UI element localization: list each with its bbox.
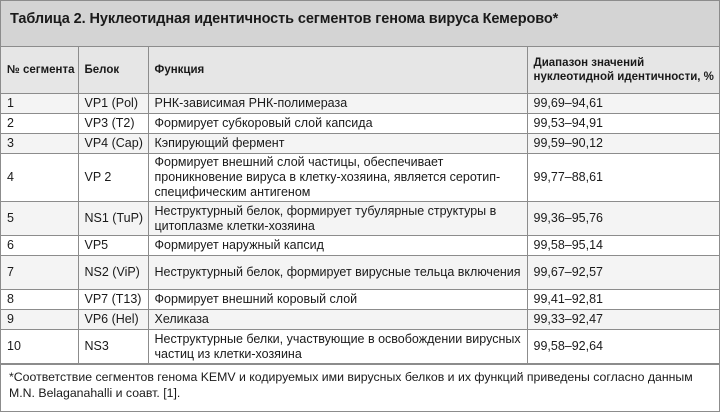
header-function: Функция <box>148 47 527 94</box>
cell-range: 99,58–92,64 <box>527 330 719 364</box>
cell-protein: VP1 (Pol) <box>78 94 148 114</box>
cell-function: Кэпирующий фермент <box>148 134 527 154</box>
cell-protein: NS2 (ViP) <box>78 256 148 290</box>
cell-range: 99,33–92,47 <box>527 310 719 330</box>
cell-protein: VP5 <box>78 236 148 256</box>
header-protein: Белок <box>78 47 148 94</box>
table-caption: Таблица 2. Нуклеотидная идентичность сегментов генома вируса Кемерово* <box>1 1 719 47</box>
cell-range: 99,59–90,12 <box>527 134 719 154</box>
cell-segment: 9 <box>1 310 78 330</box>
table-row <box>1 114 719 134</box>
table-footnote: *Соответствие сегментов генома KEMV и кодируемых ими вирусных белков и их функций приведены согласно данным M.N. Belaganahalli и соавт. [1]. <box>1 364 719 401</box>
cell-segment: 5 <box>1 202 78 236</box>
header-segment: № сегмента <box>1 47 78 94</box>
cell-segment: 10 <box>1 330 78 364</box>
cell-function: Неструктурный белок, формирует тубулярные структуры в цитоплазме клетки-хозяина <box>148 202 527 236</box>
cell-function: РНК-зависимая РНК-полимераза <box>148 94 527 114</box>
cell-function: Формирует субкоровый слой капсида <box>148 114 527 134</box>
table-row <box>1 290 719 310</box>
cell-function: Формирует наружный капсид <box>148 236 527 256</box>
cell-segment: 6 <box>1 236 78 256</box>
cell-range: 99,36–95,76 <box>527 202 719 236</box>
cell-segment: 1 <box>1 94 78 114</box>
cell-protein: VP6 (Hel) <box>78 310 148 330</box>
header-row <box>1 47 719 94</box>
cell-protein: NS3 <box>78 330 148 364</box>
table-row <box>1 256 719 290</box>
cell-range: 99,77–88,61 <box>527 154 719 202</box>
cell-function: Формирует внешний коровый слой <box>148 290 527 310</box>
cell-range: 99,41–92,81 <box>527 290 719 310</box>
cell-range: 99,53–94,91 <box>527 114 719 134</box>
cell-function: Хеликаза <box>148 310 527 330</box>
table-row <box>1 330 719 364</box>
cell-range: 99,69–94,61 <box>527 94 719 114</box>
cell-protein: VP3 (T2) <box>78 114 148 134</box>
cell-protein: VP7 (T13) <box>78 290 148 310</box>
cell-segment: 7 <box>1 256 78 290</box>
cell-protein: VP 2 <box>78 154 148 202</box>
cell-protein: VP4 (Cap) <box>78 134 148 154</box>
table-row <box>1 310 719 330</box>
cell-function: Неструктурные белки, участвующие в освобождении вирусных частиц из клетки-хозяина <box>148 330 527 364</box>
cell-function: Неструктурный белок, формирует вирусные тельца включения <box>148 256 527 290</box>
cell-function: Формирует внешний слой частицы, обеспечивает проникновение вируса в клетку-хозяина, является серотип-специфическим антигеном <box>148 154 527 202</box>
cell-range: 99,58–95,14 <box>527 236 719 256</box>
header-range: Диапазон значений нуклеотидной идентичности, % <box>527 47 719 94</box>
cell-segment: 3 <box>1 134 78 154</box>
table-row <box>1 154 719 202</box>
table-row <box>1 94 719 114</box>
table-row <box>1 236 719 256</box>
cell-range: 99,67–92,57 <box>527 256 719 290</box>
cell-segment: 2 <box>1 114 78 134</box>
cell-protein: NS1 (TuP) <box>78 202 148 236</box>
cell-segment: 8 <box>1 290 78 310</box>
table-row <box>1 134 719 154</box>
cell-segment: 4 <box>1 154 78 202</box>
table-row <box>1 202 719 236</box>
identity-table <box>1 47 719 364</box>
